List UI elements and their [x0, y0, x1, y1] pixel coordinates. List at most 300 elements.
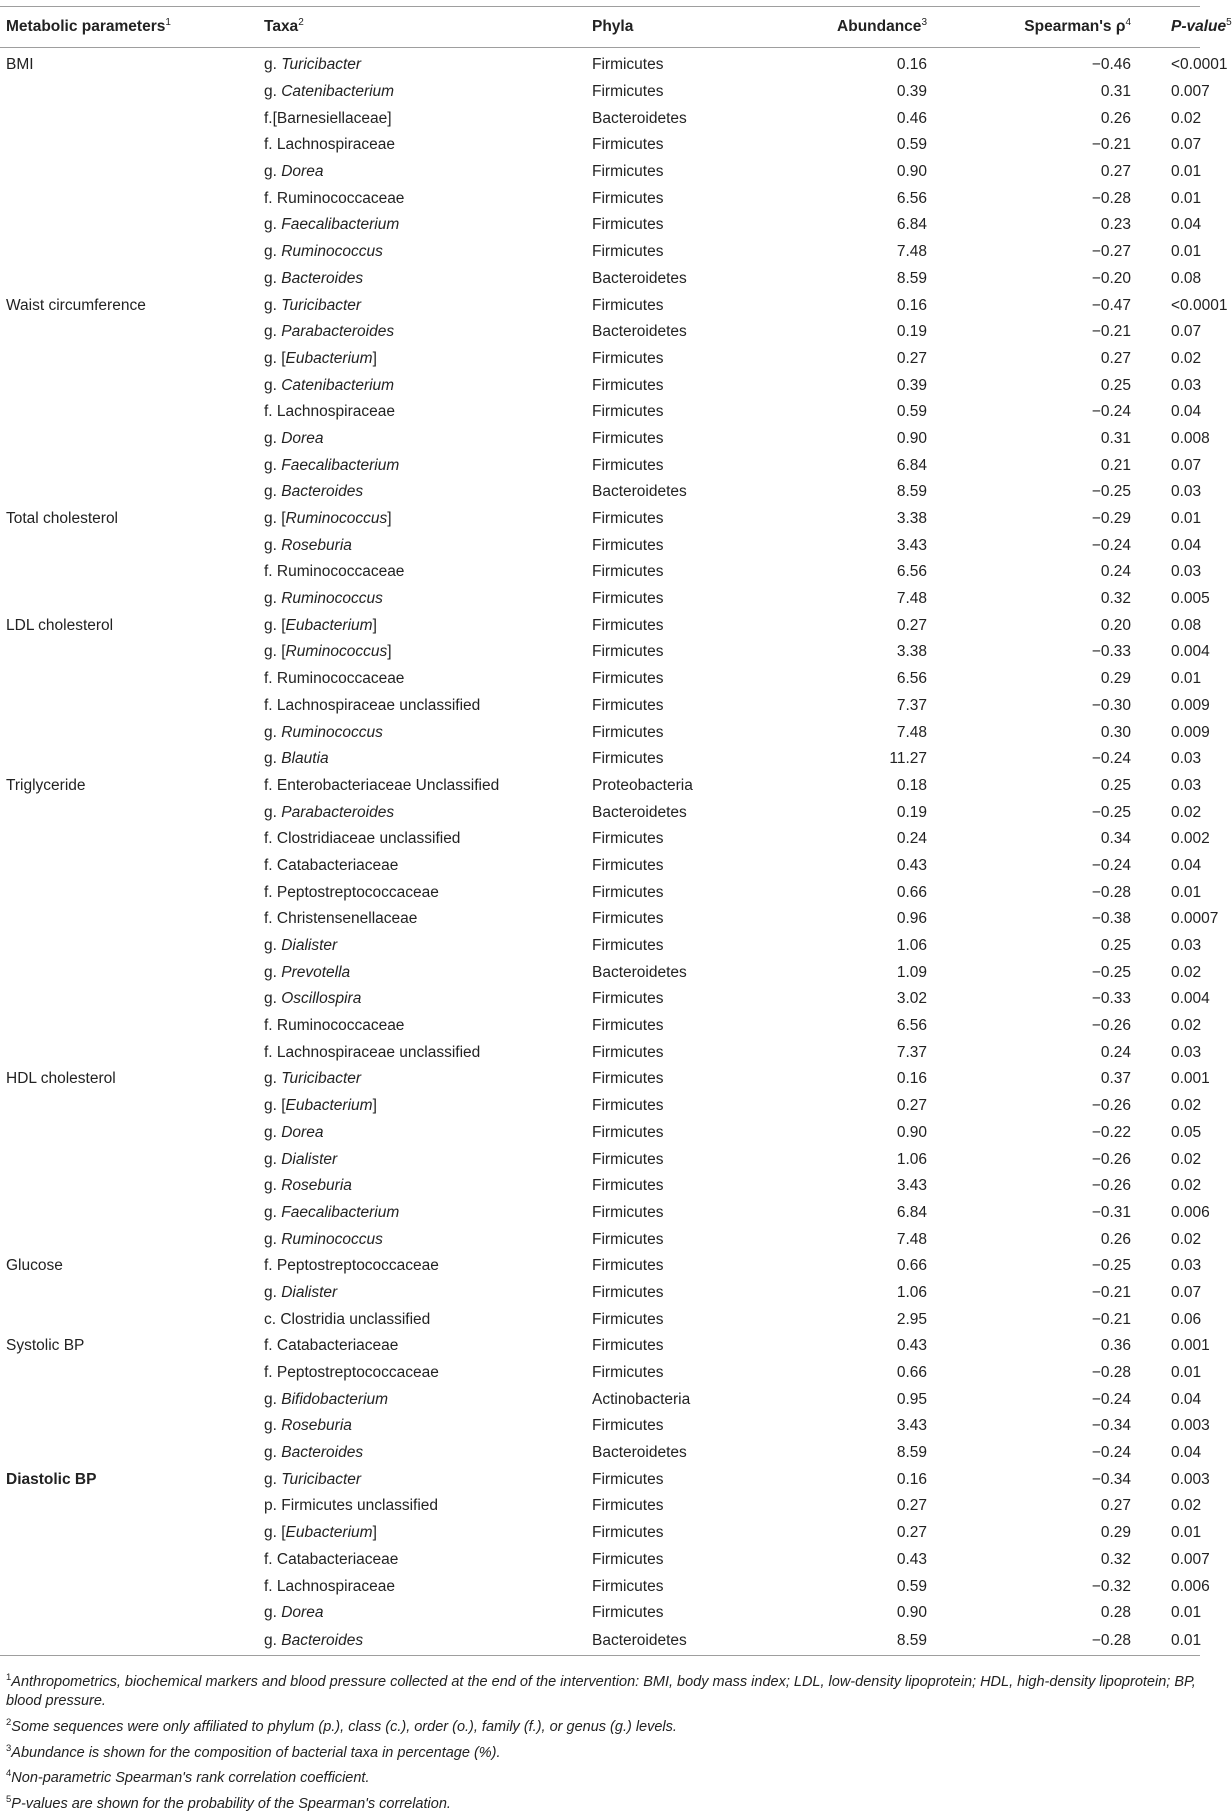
table-row [0, 1120, 1200, 1147]
spearman-rho-cell: 0.37 [1100, 1070, 1131, 1088]
table-row [0, 559, 1200, 586]
taxa-cell [260, 1627, 588, 1656]
spearman-rho-cell: −0.24 [1091, 856, 1131, 874]
p-value-cell: 0.01 [1171, 1524, 1202, 1542]
metabolic-parameter-cell: Diastolic BP [6, 1470, 97, 1488]
taxa-cell [260, 1253, 588, 1280]
taxa-rank-prefix: g. [264, 216, 282, 234]
table-row [0, 105, 1200, 132]
taxa-name: Ruminococcus [281, 1230, 383, 1248]
abundance-cell: 0.18 [896, 776, 927, 794]
taxa-cell [260, 693, 588, 720]
taxa-name: Roseburia [281, 536, 352, 554]
abundance-cell: 6.56 [896, 189, 927, 207]
p-value-cell: 0.04 [1171, 1390, 1202, 1408]
abundance-cell: 7.37 [896, 696, 927, 714]
taxa-rank-prefix: g. [ [264, 510, 286, 528]
p-value-cell: 0.07 [1171, 136, 1202, 154]
phyla-cell: Firmicutes [592, 1497, 664, 1515]
taxa-name: Dialister [281, 937, 338, 955]
header-row [0, 7, 1200, 48]
taxa-cell [260, 452, 588, 479]
taxa-cell [260, 586, 588, 613]
taxa-name: Bacteroides [281, 483, 364, 501]
metabolic-parameter-cell [0, 1360, 260, 1387]
taxa-rank-prefix: g. [264, 1230, 282, 1248]
taxa-name: Eubacterium [285, 1097, 373, 1115]
p-value-cell: 0.02 [1171, 1497, 1202, 1515]
taxa-name: Turicibacter [281, 56, 362, 74]
p-value-cell: <0.0001 [1171, 296, 1228, 314]
phyla-cell: Firmicutes [592, 1550, 664, 1568]
table-row [0, 1413, 1200, 1440]
taxa-name: Prevotella [281, 963, 351, 981]
taxa-cell [260, 1013, 588, 1040]
metabolic-parameter-cell [0, 906, 260, 933]
phyla-cell: Bacteroidetes [592, 269, 687, 287]
taxa-cell [260, 1573, 588, 1600]
phyla-cell: Firmicutes [592, 830, 664, 848]
taxa-name: Bacteroides [281, 1631, 364, 1649]
taxa-name: Bacteroides [281, 269, 364, 287]
table-row [0, 1280, 1200, 1307]
taxa-rank-prefix: g. [ [264, 643, 286, 661]
spearman-rho-cell: −0.26 [1091, 1017, 1131, 1035]
metabolic-parameter-cell [0, 1120, 260, 1147]
spearman-rho-cell: −0.28 [1091, 883, 1131, 901]
phyla-cell: Firmicutes [592, 83, 664, 101]
phyla-cell: Firmicutes [592, 56, 664, 74]
taxa-rank-prefix: f. Lachnospiraceae unclassified [264, 696, 481, 714]
p-value-cell: 0.04 [1171, 403, 1202, 421]
spearman-rho-cell: −0.33 [1091, 643, 1131, 661]
taxa-cell [260, 853, 588, 880]
abundance-cell: 1.09 [896, 963, 927, 981]
metabolic-parameter-cell [0, 266, 260, 293]
p-value-cell: 0.07 [1171, 1283, 1202, 1301]
taxa-rank-prefix: f. Ruminococcaceae [264, 189, 405, 207]
table-row [0, 159, 1200, 186]
taxa-suffix: ] [372, 349, 377, 367]
metabolic-parameter-cell [0, 986, 260, 1013]
abundance-cell: 0.96 [896, 910, 927, 928]
table-row [0, 826, 1200, 853]
p-value-cell: 0.07 [1171, 323, 1202, 341]
p-value-cell: 0.02 [1171, 1017, 1202, 1035]
footnote-mark: 3 [921, 17, 927, 29]
taxa-suffix: ] [372, 1524, 377, 1542]
taxa-cell [260, 639, 588, 666]
footnote [6, 1739, 1196, 1763]
phyla-cell: Firmicutes [592, 1337, 664, 1355]
taxa-name: Eubacterium [285, 349, 373, 367]
taxa-rank-prefix: f. Catabacteriaceae [264, 1337, 399, 1355]
phyla-cell: Firmicutes [592, 643, 664, 661]
taxa-rank-prefix: g. [264, 483, 282, 501]
taxa-rank-prefix: g. [264, 456, 282, 474]
metabolic-parameter-cell [0, 559, 260, 586]
taxa-name: Faecalibacterium [281, 216, 400, 234]
phyla-cell: Firmicutes [592, 163, 664, 181]
metabolic-parameter-cell [0, 799, 260, 826]
table-row [0, 1039, 1200, 1066]
phyla-cell: Firmicutes [592, 349, 664, 367]
phyla-cell: Firmicutes [592, 937, 664, 955]
phyla-cell: Firmicutes [592, 1524, 664, 1542]
taxa-cell [260, 1333, 588, 1360]
metabolic-parameter-cell [0, 159, 260, 186]
phyla-cell: Bacteroidetes [588, 1627, 771, 1656]
taxa-name: Dialister [281, 1283, 338, 1301]
metabolic-parameter-cell [0, 1413, 260, 1440]
taxa-rank-prefix: g. [264, 1631, 282, 1649]
footnote-text: Non-parametric Spearman's rank correlation coefficient. [11, 1770, 370, 1787]
metabolic-parameter-cell [0, 933, 260, 960]
spearman-rho-cell: 0.26 [1100, 1230, 1131, 1248]
taxa-rank-prefix: f. Lachnospiraceae [264, 136, 395, 154]
taxa-rank-prefix: f. Lachnospiraceae unclassified [264, 1043, 481, 1061]
taxa-name: Bifidobacterium [281, 1390, 389, 1408]
abundance-cell: 6.84 [896, 216, 927, 234]
taxa-cell [260, 906, 588, 933]
footnote-mark: 2 [298, 17, 304, 29]
table-row [0, 266, 1200, 293]
taxa-name: Parabacteroides [281, 323, 395, 341]
taxa-name: Eubacterium [285, 1524, 373, 1542]
p-value-cell: <0.0001 [1171, 56, 1228, 74]
abundance-cell: 0.66 [896, 883, 927, 901]
phyla-cell: Firmicutes [592, 510, 664, 528]
metabolic-parameter-cell: Total cholesterol [6, 510, 119, 528]
taxa-cell [260, 1386, 588, 1413]
taxa-cell [260, 346, 588, 373]
taxa-rank-prefix: g. [264, 83, 282, 101]
table-row [0, 612, 1200, 639]
abundance-cell: 0.90 [896, 1604, 927, 1622]
taxa-cell [260, 1547, 588, 1574]
phyla-cell: Firmicutes [592, 1364, 664, 1382]
taxa-name: Ruminococcus [281, 243, 383, 261]
abundance-cell: 7.48 [896, 590, 927, 608]
taxa-cell [260, 132, 588, 159]
metabolic-parameter-cell [0, 372, 260, 399]
header-p-value [1167, 7, 1232, 48]
taxa-name: Dorea [281, 1604, 324, 1622]
abundance-cell: 6.56 [896, 563, 927, 581]
abundance-cell: 0.43 [896, 1337, 927, 1355]
phyla-cell: Firmicutes [592, 1470, 664, 1488]
abundance-cell: 0.27 [896, 1497, 927, 1515]
metabolic-parameter-cell [0, 853, 260, 880]
phyla-cell: Bacteroidetes [592, 109, 687, 127]
taxa-rank-prefix: g. [264, 536, 282, 554]
metabolic-parameter-cell [0, 959, 260, 986]
spearman-rho-cell: −0.25 [1091, 1257, 1131, 1275]
table-row [0, 1253, 1200, 1280]
taxa-rank-prefix: g. [264, 1417, 282, 1435]
taxa-name: Dorea [281, 429, 324, 447]
table-row [0, 586, 1200, 613]
spearman-rho-cell: 0.24 [1100, 1043, 1131, 1061]
spearman-rho-cell: −0.21 [1091, 136, 1131, 154]
abundance-cell: 1.06 [896, 1283, 927, 1301]
taxa-name: Dorea [281, 163, 324, 181]
footnote-text: P-values are shown for the probability of the Spearman's correlation. [11, 1796, 451, 1813]
taxa-cell [260, 959, 588, 986]
table-row [0, 239, 1200, 266]
abundance-cell: 0.16 [896, 1470, 927, 1488]
p-value-cell: 0.02 [1171, 349, 1202, 367]
spearman-rho-cell: −0.28 [957, 1627, 1167, 1656]
metabolic-parameter-cell [0, 746, 260, 773]
taxa-rank-prefix: g. [264, 723, 282, 741]
taxa-rank-prefix: p. Firmicutes unclassified [264, 1497, 439, 1515]
metabolic-parameter-cell [0, 1146, 260, 1173]
table-body [0, 48, 1228, 1656]
spearman-rho-cell: 0.31 [1100, 429, 1131, 447]
footnote-mark: 4 [6, 1768, 12, 1780]
taxa-rank-prefix: f. Clostridiaceae unclassified [264, 830, 461, 848]
p-value-cell: 0.009 [1171, 696, 1210, 714]
abundance-cell: 8.59 [896, 1444, 927, 1462]
phyla-cell: Actinobacteria [592, 1390, 691, 1408]
metabolic-parameter-cell: HDL cholesterol [6, 1070, 116, 1088]
p-value-cell: 0.02 [1171, 803, 1202, 821]
taxa-name: Turicibacter [281, 1470, 362, 1488]
spearman-rho-cell: 0.27 [1100, 163, 1131, 181]
p-value-cell: 0.07 [1171, 456, 1202, 474]
taxa-cell [260, 399, 588, 426]
p-value-cell: 0.005 [1171, 590, 1210, 608]
abundance-cell: 6.56 [896, 1017, 927, 1035]
metabolic-parameter-cell [0, 1547, 260, 1574]
p-value-cell: 0.04 [1171, 216, 1202, 234]
taxa-rank-prefix: f. Enterobacteriaceae Unclassified [264, 776, 500, 794]
metabolic-parameter-cell [0, 319, 260, 346]
taxa-rank-prefix: f. Peptostreptococcaceae [264, 883, 439, 901]
table-row [0, 959, 1200, 986]
spearman-rho-cell: −0.21 [1091, 1310, 1131, 1328]
p-value-cell: 0.02 [1171, 1230, 1202, 1248]
phyla-cell: Firmicutes [592, 1097, 664, 1115]
table-row [0, 185, 1200, 212]
table-row [0, 1333, 1200, 1360]
table-row [0, 48, 1200, 79]
taxa-cell [260, 1066, 588, 1093]
spearman-rho-cell: −0.25 [1091, 483, 1131, 501]
phyla-cell: Firmicutes [592, 243, 664, 261]
p-value-cell: 0.03 [1171, 937, 1202, 955]
metabolic-parameter-cell [0, 452, 260, 479]
p-value-cell: 0.01 [1171, 670, 1202, 688]
table-row [0, 452, 1200, 479]
spearman-rho-cell: −0.28 [1091, 1364, 1131, 1382]
spearman-rho-cell: 0.26 [1100, 109, 1131, 127]
spearman-rho-cell: 0.28 [1100, 1604, 1131, 1622]
metabolic-parameter-cell [0, 639, 260, 666]
phyla-cell: Firmicutes [592, 1230, 664, 1248]
taxa-cell [260, 48, 588, 79]
taxa-cell [260, 612, 588, 639]
footnote-text: Some sequences were only affiliated to phylum (p.), class (c.), order (o.), family (f.), or genus (g.) levels. [11, 1718, 677, 1735]
phyla-cell: Firmicutes [592, 910, 664, 928]
taxa-name: Dorea [281, 1123, 324, 1141]
p-value-cell: 0.01 [1171, 1604, 1202, 1622]
header-label: Abundance [837, 18, 922, 36]
phyla-cell: Firmicutes [592, 1177, 664, 1195]
metabolic-parameter-cell [0, 1627, 260, 1656]
phyla-cell: Firmicutes [592, 403, 664, 421]
table-row [0, 1493, 1200, 1520]
p-value-cell: 0.02 [1171, 1177, 1202, 1195]
footnote-mark: 4 [1125, 17, 1131, 29]
spearman-rho-cell: −0.20 [1091, 269, 1131, 287]
metabolic-parameter-cell [0, 346, 260, 373]
header-label: Taxa [264, 18, 299, 36]
taxa-name: Catenibacterium [281, 376, 395, 394]
metabolic-parameter-cell [0, 426, 260, 453]
header-metabolic-parameters [0, 7, 260, 48]
table-row [0, 693, 1200, 720]
taxa-name: Faecalibacterium [281, 456, 400, 474]
metabolic-parameter-cell [0, 479, 260, 506]
phyla-cell: Firmicutes [592, 536, 664, 554]
abundance-cell: 3.38 [896, 643, 927, 661]
p-value-cell: 0.01 [1171, 243, 1202, 261]
phyla-cell: Firmicutes [592, 1043, 664, 1061]
taxa-cell [260, 185, 588, 212]
phyla-cell: Firmicutes [592, 696, 664, 714]
p-value-cell: 0.02 [1171, 1097, 1202, 1115]
taxa-cell [260, 719, 588, 746]
taxa-cell [260, 1520, 588, 1547]
metabolic-parameter-cell [0, 1520, 260, 1547]
p-value-cell: 0.06 [1171, 1310, 1202, 1328]
spearman-rho-cell: −0.24 [1091, 750, 1131, 768]
table-row [0, 319, 1200, 346]
spearman-rho-cell: 0.25 [1100, 937, 1131, 955]
taxa-cell [260, 159, 588, 186]
table-row [0, 1173, 1200, 1200]
header-label: Spearman's ρ [1024, 18, 1126, 36]
footnote [6, 1668, 1196, 1711]
metabolic-parameter-cell [0, 1200, 260, 1227]
taxa-rank-prefix: f. Christensenellaceae [264, 910, 418, 928]
metabolic-parameter-cell [0, 1440, 260, 1467]
taxa-rank-prefix: f. Ruminococcaceae [264, 1017, 405, 1035]
taxa-rank-prefix: g. [264, 269, 282, 287]
taxa-cell [260, 479, 588, 506]
taxa-cell [260, 1280, 588, 1307]
metabolic-parameter-cell [0, 532, 260, 559]
p-value-cell: 0.0007 [1171, 910, 1219, 928]
taxa-rank-prefix: g. [264, 803, 282, 821]
spearman-rho-cell: 0.29 [1100, 670, 1131, 688]
taxa-suffix: ] [387, 643, 392, 661]
metabolic-parameter-cell [0, 132, 260, 159]
taxa-cell [260, 746, 588, 773]
table-row [0, 1547, 1200, 1574]
taxa-name: Ruminococcus [285, 510, 388, 528]
metabolic-parameter-cell: BMI [6, 56, 34, 74]
abundance-cell: 0.59 [896, 403, 927, 421]
p-value-cell: 0.01 [1171, 1364, 1202, 1382]
taxa-rank-prefix: g. [ [264, 349, 286, 367]
spearman-rho-cell: 0.23 [1100, 216, 1131, 234]
table-row [0, 1066, 1200, 1093]
table-row [0, 1306, 1200, 1333]
abundance-cell: 7.37 [896, 1043, 927, 1061]
p-value-cell: 0.01 [1167, 1627, 1200, 1656]
taxa-rank-prefix: f. Ruminococcaceae [264, 563, 405, 581]
phyla-cell: Firmicutes [592, 1310, 664, 1328]
table-row [0, 933, 1200, 960]
taxa-rank-prefix: g. [264, 1470, 282, 1488]
abundance-cell: 3.43 [896, 1177, 927, 1195]
p-value-cell: 0.004 [1171, 643, 1210, 661]
metabolic-parameter-cell: Systolic BP [6, 1337, 85, 1355]
metabolic-parameter-cell [0, 185, 260, 212]
phyla-cell: Firmicutes [592, 670, 664, 688]
metabolic-parameter-cell [0, 1280, 260, 1307]
header-label: Metabolic parameters [6, 18, 166, 36]
table-row [0, 372, 1200, 399]
taxa-cell [260, 666, 588, 693]
taxa-cell [260, 1226, 588, 1253]
taxa-rank-prefix: g. [264, 1604, 282, 1622]
table-row [0, 532, 1200, 559]
taxa-cell [260, 986, 588, 1013]
taxa-rank-prefix: g. [264, 56, 282, 74]
metabolic-parameter-cell: Glucose [6, 1257, 63, 1275]
taxa-rank-prefix: g. [264, 963, 282, 981]
taxa-cell [260, 319, 588, 346]
abundance-cell: 0.90 [896, 1123, 927, 1141]
table-row [0, 1440, 1200, 1467]
metabolic-parameter-cell: Triglyceride [6, 776, 86, 794]
table-header [0, 7, 1232, 48]
abundance-cell: 0.27 [896, 1524, 927, 1542]
p-value-cell: 0.08 [1171, 269, 1202, 287]
metabolic-parameter-cell [0, 1226, 260, 1253]
spearman-rho-cell: −0.30 [1091, 696, 1131, 714]
phyla-cell: Firmicutes [592, 1283, 664, 1301]
abundance-cell: 3.38 [896, 510, 927, 528]
metabolic-parameter-cell [0, 1386, 260, 1413]
abundance-cell: 0.66 [896, 1364, 927, 1382]
taxa-rank-prefix: g. [264, 1150, 282, 1168]
spearman-rho-cell: −0.34 [1091, 1470, 1131, 1488]
abundance-cell: 7.48 [896, 723, 927, 741]
header-label: Phyla [592, 18, 634, 35]
taxa-cell [260, 239, 588, 266]
spearman-rho-cell: −0.46 [1091, 56, 1131, 74]
taxa-rank-prefix: g. [264, 243, 282, 261]
abundance-cell: 1.06 [896, 937, 927, 955]
abundance-cell: 7.48 [896, 243, 927, 261]
taxa-rank-prefix: g. [264, 429, 282, 447]
spearman-rho-cell: −0.26 [1091, 1150, 1131, 1168]
metabolic-parameter-cell [0, 693, 260, 720]
metabolic-parameter-cell [0, 586, 260, 613]
spearman-rho-cell: 0.21 [1100, 456, 1131, 474]
taxa-rank-prefix: g. [264, 1177, 282, 1195]
abundance-cell: 0.27 [896, 1097, 927, 1115]
p-value-cell: 0.007 [1171, 83, 1210, 101]
taxa-rank-prefix: g. [264, 590, 282, 608]
abundance-cell: 7.48 [896, 1230, 927, 1248]
p-value-cell: 0.02 [1171, 963, 1202, 981]
